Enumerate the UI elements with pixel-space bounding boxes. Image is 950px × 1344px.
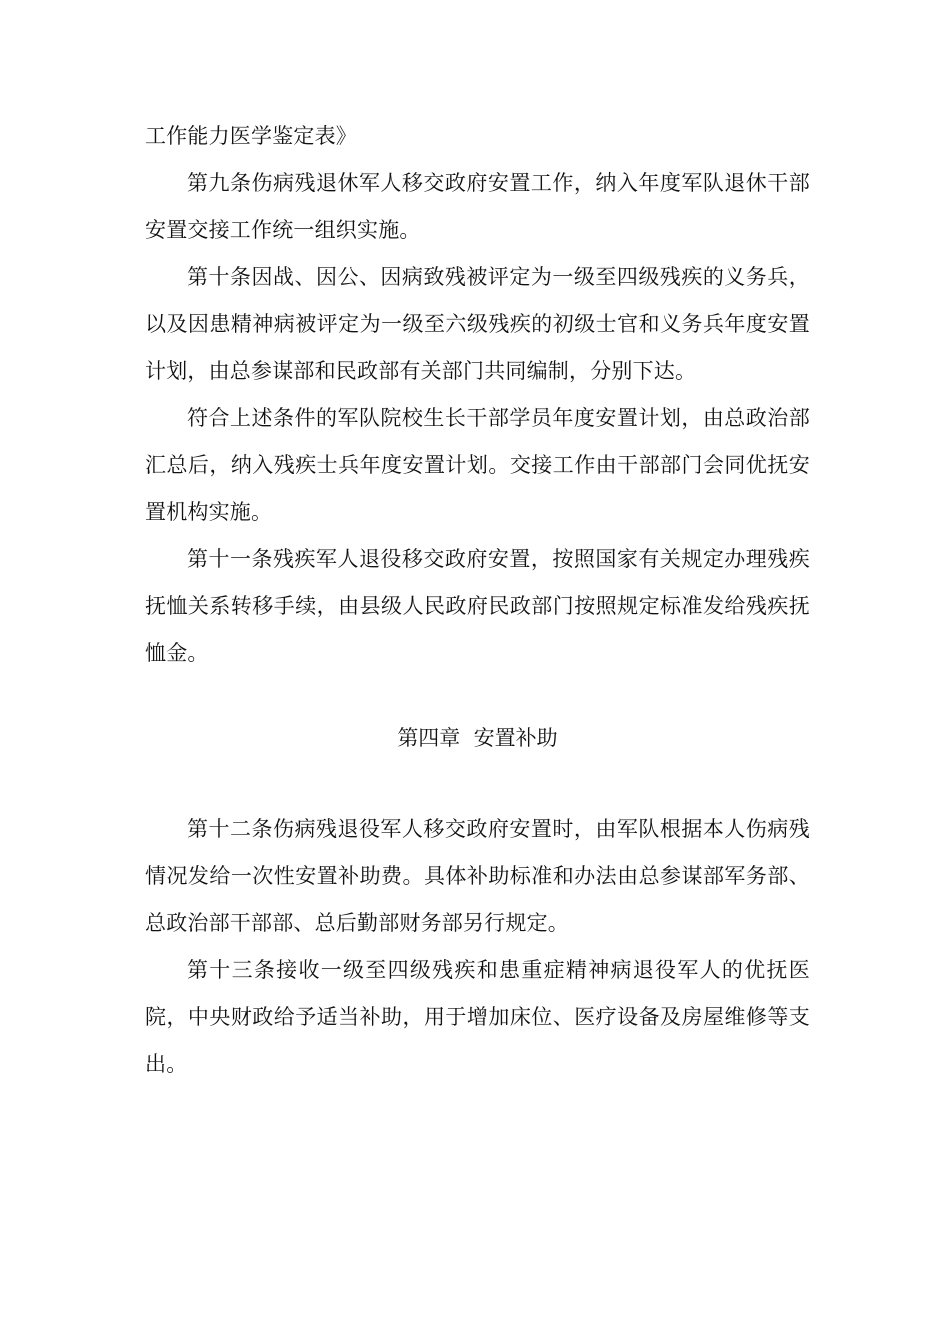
paragraph-continuation: 工作能力医学鉴定表》 — [145, 124, 357, 148]
document-body — [145, 113, 810, 1088]
paragraph-article-10: 第十条因战、因公、因病致残被评定为一级至四级残疾的义务兵，以及因患精神病被评定为一级至六级残疾的初级士官和义务兵年度安置计划，由总参谋部和民政部有关部门共同编制，分别下达。 — [145, 265, 810, 383]
paragraph-article-13: 第十三条接收一级至四级残疾和患重症精神病退役军人的优抚医院，中央财政给予适当补助，用于增加床位、医疗设备及房屋维修等支出。 — [145, 958, 810, 1076]
paragraph-article-10-supplement: 符合上述条件的军队院校生长干部学员年度安置计划，由总政治部汇总后，纳入残疾士兵年度安置计划。交接工作由干部部门会同优抚安置机构实施。 — [145, 406, 810, 524]
paragraph-article-12: 第十二条伤病残退役军人移交政府安置时，由军队根据本人伤病残情况发给一次性安置补助费。具体补助标准和办法由总参谋部军务部、总政治部干部部、总后勤部财务部另行规定。 — [145, 817, 810, 935]
paragraph-article-9: 第九条伤病残退休军人移交政府安置工作，纳入年度军队退休干部安置交接工作统一组织实施。 — [145, 171, 810, 242]
chapter-heading: 第四章 安置补助 — [397, 726, 558, 750]
paragraph-article-11: 第十一条残疾军人退役移交政府安置，按照国家有关规定办理残疾抚恤关系转移手续，由县级人民政府民政部门按照规定标准发给残疾抚恤金。 — [145, 547, 810, 665]
